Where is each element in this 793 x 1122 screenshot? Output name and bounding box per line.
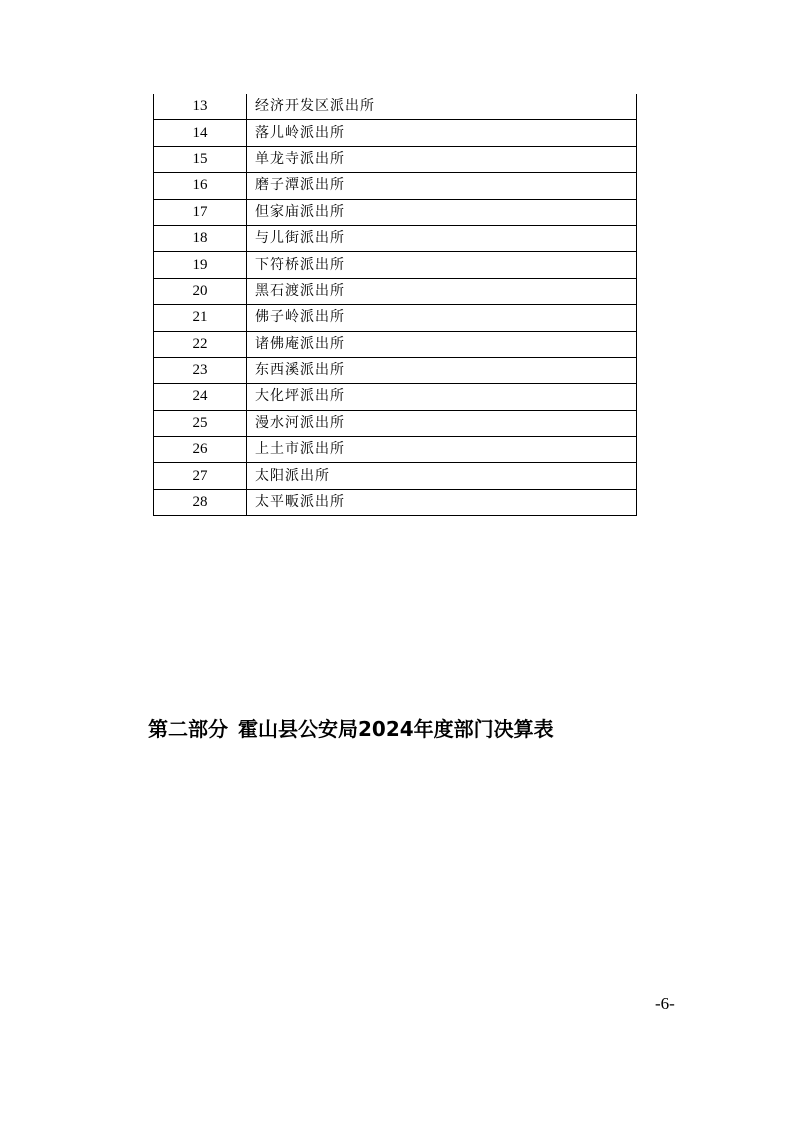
row-number-cell: 13 bbox=[154, 94, 247, 120]
table-row bbox=[154, 199, 637, 225]
row-number-cell: 18 bbox=[154, 225, 247, 251]
section-heading bbox=[148, 712, 554, 746]
row-number-cell: 15 bbox=[154, 146, 247, 172]
row-number-cell: 23 bbox=[154, 357, 247, 383]
row-number-cell: 27 bbox=[154, 463, 247, 489]
unit-name-cell: 上土市派出所 bbox=[247, 437, 637, 463]
table-row bbox=[154, 252, 637, 278]
unit-name-cell: 落儿岭派出所 bbox=[247, 120, 637, 146]
table-row bbox=[154, 489, 637, 515]
row-number-cell: 17 bbox=[154, 199, 247, 225]
row-number-cell: 28 bbox=[154, 489, 247, 515]
page-number: -6- bbox=[655, 994, 675, 1013]
row-number-cell: 19 bbox=[154, 252, 247, 278]
table-row bbox=[154, 305, 637, 331]
table-row bbox=[154, 225, 637, 251]
unit-name-cell: 但家庙派出所 bbox=[247, 199, 637, 225]
row-number-cell: 20 bbox=[154, 278, 247, 304]
unit-list-table bbox=[153, 94, 637, 516]
section-part-label: 第二部分 bbox=[148, 717, 228, 741]
section-title: 霍山县公安局2024年度部门决算表 bbox=[238, 717, 554, 741]
table-row bbox=[154, 120, 637, 146]
table-row bbox=[154, 410, 637, 436]
table-row bbox=[154, 463, 637, 489]
unit-name-cell: 黑石渡派出所 bbox=[247, 278, 637, 304]
table-row bbox=[154, 94, 637, 120]
row-number-cell: 22 bbox=[154, 331, 247, 357]
unit-list-body bbox=[154, 94, 637, 516]
unit-name-cell: 漫水河派出所 bbox=[247, 410, 637, 436]
row-number-cell: 25 bbox=[154, 410, 247, 436]
table-row bbox=[154, 173, 637, 199]
unit-name-cell: 东西溪派出所 bbox=[247, 357, 637, 383]
unit-name-cell: 诸佛庵派出所 bbox=[247, 331, 637, 357]
unit-name-cell: 佛子岭派出所 bbox=[247, 305, 637, 331]
unit-name-cell: 大化坪派出所 bbox=[247, 384, 637, 410]
unit-name-cell: 太平畈派出所 bbox=[247, 489, 637, 515]
unit-name-cell: 太阳派出所 bbox=[247, 463, 637, 489]
unit-name-cell: 单龙寺派出所 bbox=[247, 146, 637, 172]
row-number-cell: 16 bbox=[154, 173, 247, 199]
row-number-cell: 26 bbox=[154, 437, 247, 463]
table-row bbox=[154, 384, 637, 410]
table-row bbox=[154, 278, 637, 304]
row-number-cell: 24 bbox=[154, 384, 247, 410]
unit-name-cell: 与儿街派出所 bbox=[247, 225, 637, 251]
row-number-cell: 14 bbox=[154, 120, 247, 146]
unit-name-cell: 下符桥派出所 bbox=[247, 252, 637, 278]
unit-name-cell: 经济开发区派出所 bbox=[247, 94, 637, 120]
row-number-cell: 21 bbox=[154, 305, 247, 331]
table-row bbox=[154, 437, 637, 463]
table-row bbox=[154, 357, 637, 383]
table-row bbox=[154, 146, 637, 172]
unit-name-cell: 磨子潭派出所 bbox=[247, 173, 637, 199]
table-row bbox=[154, 331, 637, 357]
